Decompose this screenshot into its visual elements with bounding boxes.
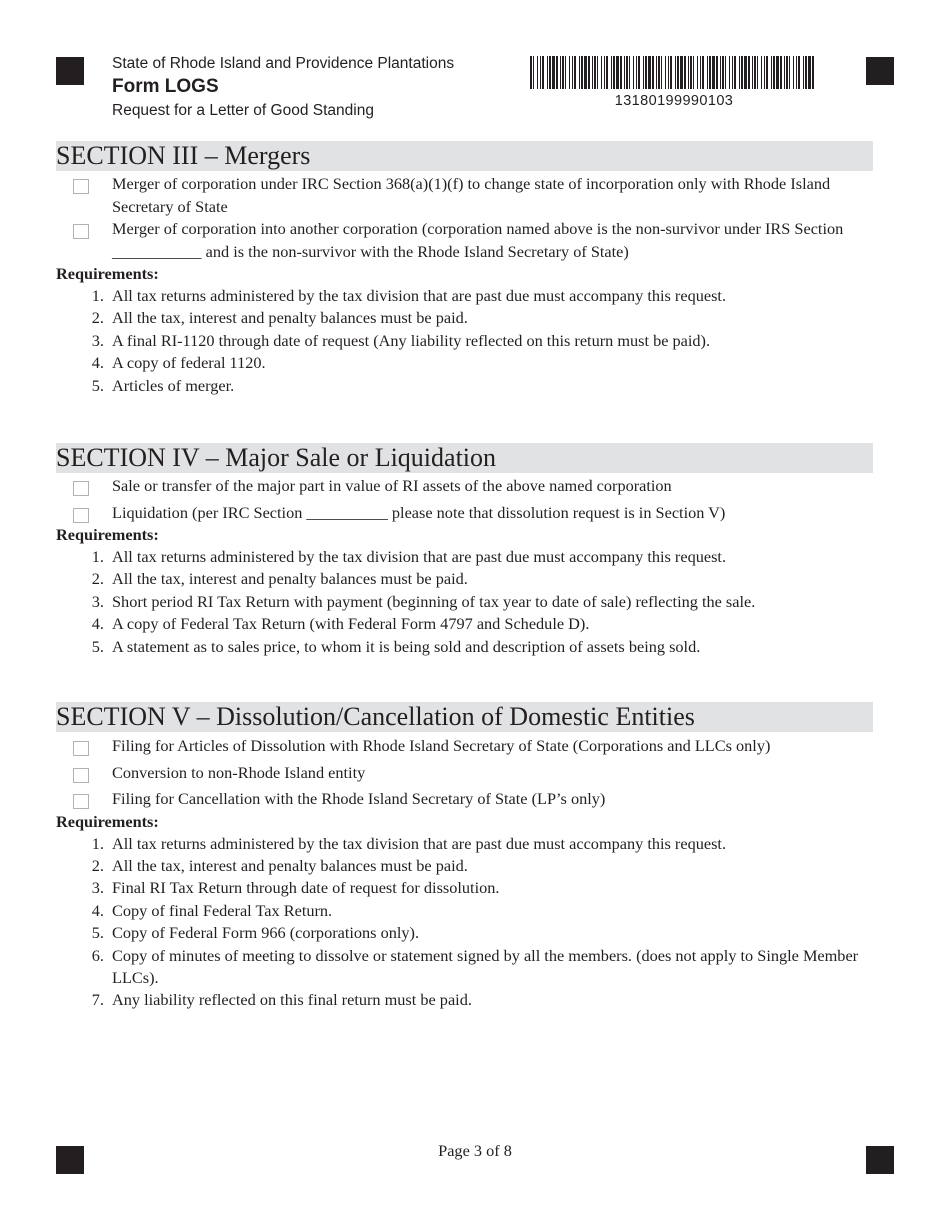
list-item: 5. A statement as to sales price, to whom it is being sold and description of assets being sold. (91, 636, 701, 656)
option-item (56, 788, 873, 811)
option-item (56, 502, 873, 525)
option-label: Liquidation (per IRC Section __________ please note that dissolution request is in Section V) (112, 502, 726, 522)
option-checkbox[interactable] (73, 741, 89, 756)
form-subtitle: Request for a Letter of Good Standing (112, 102, 374, 119)
option-item (56, 762, 873, 785)
list-item: 3. Short period RI Tax Return with payment (beginning of tax year to date of sale) reflecting the sale. (91, 591, 756, 611)
registration-mark-top-right (866, 57, 894, 85)
list-item: 3. Final RI Tax Return through date of request for dissolution. (91, 878, 500, 898)
option-checkbox[interactable] (73, 794, 89, 809)
list-item: 5. Articles of merger. (91, 375, 235, 395)
list-item: 1. All tax returns administered by the tax division that are past due must accompany this request. (91, 833, 727, 853)
section-mergers (56, 141, 873, 397)
requirements-list (56, 285, 873, 397)
option-label: Merger of corporation under IRC Section 368(a)(1)(f) to change state of incorporation only with Rhode Island Secretary of State (112, 174, 831, 216)
option-checkbox[interactable] (73, 481, 89, 496)
list-item: 4. A copy of Federal Tax Return (with Federal Form 4797 and Schedule D). (91, 614, 590, 634)
section-title: SECTION III – Mergers (56, 141, 873, 171)
option-checkbox[interactable] (73, 768, 89, 783)
list-item: 6. Copy of minutes of meeting to dissolve or statement signed by all the members. (does not apply to Single Member LLCs). (91, 945, 859, 987)
list-item: 1. All tax returns administered by the tax division that are past due must accompany this request. (91, 286, 727, 305)
registration-mark-top-left (56, 57, 84, 85)
option-label: Filing for Cancellation with the Rhode Island Secretary of State (LP’s only) (112, 789, 606, 808)
requirements-label: Requirements: (56, 525, 159, 544)
option-item (56, 475, 873, 498)
option-item (56, 173, 873, 218)
state-name: State of Rhode Island and Providence Plantations (112, 55, 455, 72)
requirements-label: Requirements: (56, 264, 159, 283)
barcode-number: 13180199990103 (614, 93, 734, 109)
list-item: 1. All tax returns administered by the tax division that are past due must accompany this request. (91, 547, 727, 566)
requirements-list (56, 546, 873, 658)
option-label: Filing for Articles of Dissolution with Rhode Island Secretary of State (Corporations and LLCs only) (112, 736, 771, 755)
page-number: Page 3 of 8 (438, 1141, 512, 1160)
option-label: Sale or transfer of the major part in value of RI assets of the above named corporation (112, 476, 672, 495)
option-item (56, 735, 873, 758)
option-item (56, 218, 873, 263)
form-title: Form LOGS (112, 76, 219, 97)
list-item: 3. A final RI-1120 through date of request (Any liability reflected on this return must be paid). (91, 330, 711, 350)
option-checkbox[interactable] (73, 508, 89, 523)
list-item: 2. All the tax, interest and penalty balances must be paid. (91, 308, 468, 328)
requirements-label: Requirements: (56, 811, 159, 831)
list-item: 2. All the tax, interest and penalty balances must be paid. (91, 569, 468, 589)
list-item: 5. Copy of Federal Form 966 (corporations only). (91, 923, 420, 943)
option-checkbox[interactable] (73, 224, 89, 239)
option-checkbox[interactable] (73, 179, 89, 194)
requirements-list (56, 833, 873, 1012)
section-dissolution (56, 702, 873, 1012)
section-title: SECTION V – Dissolution/Cancellation of Domestic Entities (56, 702, 873, 732)
section-title: SECTION IV – Major Sale or Liquidation (56, 443, 873, 473)
barcode (530, 56, 818, 89)
option-label: Merger of corporation into another corporation (corporation named above is the non-survivor under IRS Section ___________ and is the non-survivor with the Rhode Island Secretary of State) (112, 219, 844, 261)
list-item: 4. A copy of federal 1120. (91, 353, 266, 373)
section-major-sale (56, 443, 873, 658)
list-item: 4. Copy of final Federal Tax Return. (91, 900, 333, 920)
list-item: 2. All the tax, interest and penalty balances must be paid. (91, 855, 468, 875)
option-label: Conversion to non-Rhode Island entity (112, 762, 366, 782)
list-item: 7. Any liability reflected on this final return must be paid. (91, 990, 472, 1010)
